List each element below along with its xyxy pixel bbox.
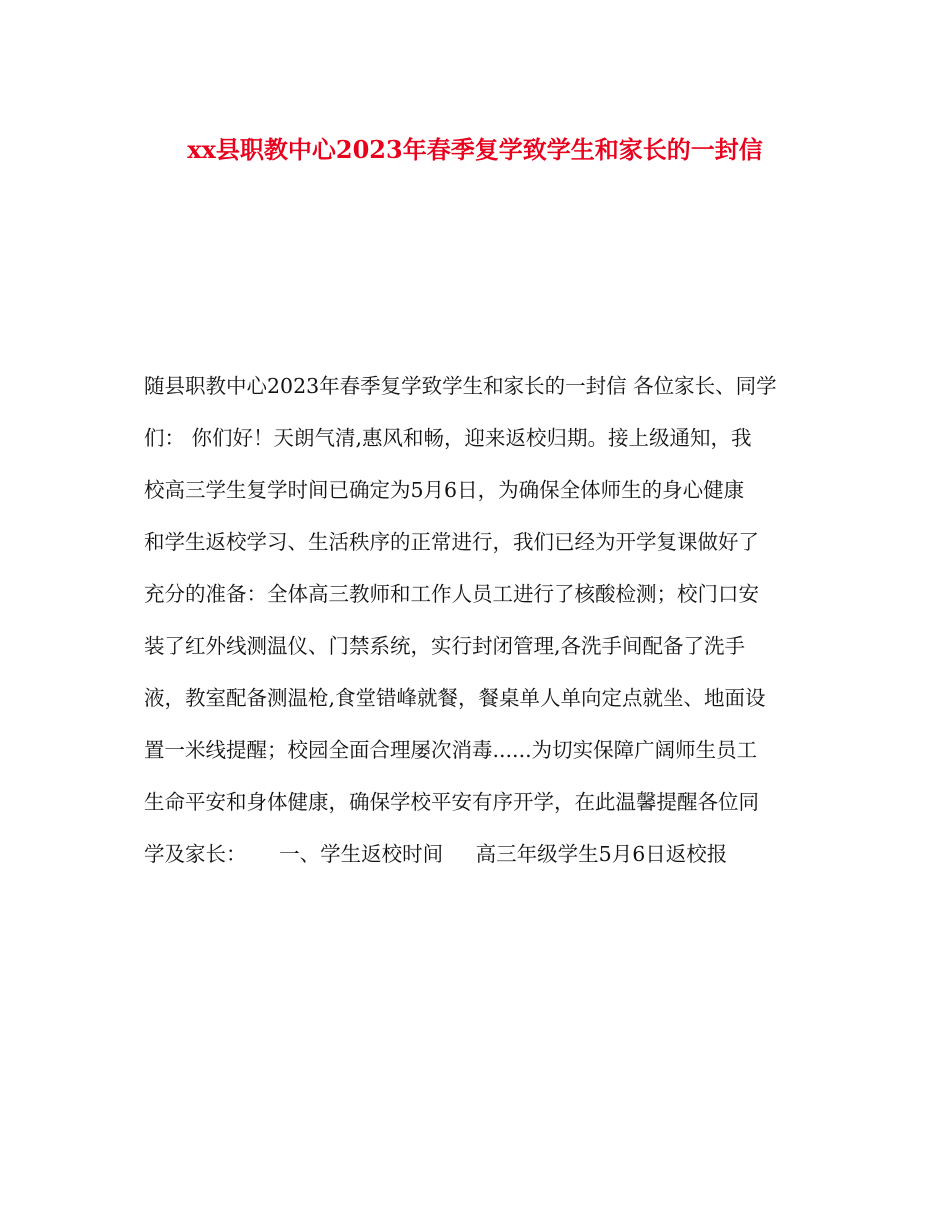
body-line: 液，教室配备测温枪,食堂错峰就餐，餐桌单人单向定点就坐、地面设 xyxy=(144,686,766,710)
body-line: 们： 你们好！天朗气清,惠风和畅，迎来返校归期。接上级通知，我 xyxy=(144,426,752,450)
letter-body xyxy=(144,360,824,880)
body-line: 随县职教中心2023年春季复学致学生和家长的一封信 各位家长、同学 xyxy=(144,374,777,398)
body-line: 充分的准备：全体高三教师和工作人员工进行了核酸检测；校门口安 xyxy=(144,582,759,606)
body-line: 装了红外线测温仪、门禁系统，实行封闭管理,各洗手间配备了洗手 xyxy=(144,634,746,658)
body-line: 置一米线提醒；校园全面合理屡次消毒......为切实保障广阔师生员工 xyxy=(144,738,758,762)
body-line: 学及家长： 一、学生返校时间 高三年级学生5月6日返校报 xyxy=(144,842,728,866)
body-line: 生命平安和身体健康，确保学校平安有序开学，在此温馨提醒各位同 xyxy=(144,790,759,814)
body-line: 和学生返校学习、生活秩序的正常进行，我们已经为开学复课做好了 xyxy=(144,530,759,554)
body-line: 校高三学生复学时间已确定为5月6日，为确保全体师生的身心健康 xyxy=(144,478,745,502)
document-title: xx县职教中心2023年春季复学致学生和家长的一封信 xyxy=(187,135,763,164)
